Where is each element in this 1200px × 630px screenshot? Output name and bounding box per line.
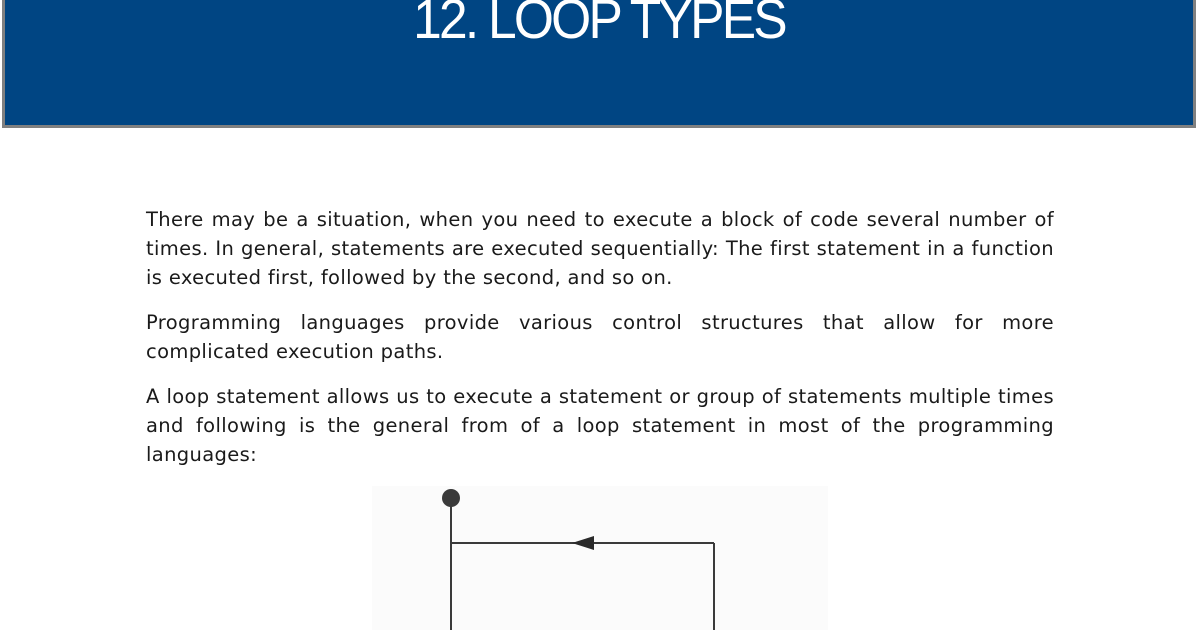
loop-back-arrow-icon [572, 536, 594, 550]
start-node [442, 489, 460, 507]
paragraph-1: There may be a situation, when you need to execute a block of code several number of times. In general, statements are executed sequentially: The first statement in a function is executed first, followed by the second, and so on. [146, 208, 1054, 289]
paragraph-2: Programming languages provide various control structures that allow for more complicated execution paths. [146, 311, 1054, 363]
loop-flow-diagram [372, 486, 828, 630]
body-text [146, 205, 1054, 485]
chapter-title: 12. LOOP TYPES [413, 0, 785, 50]
paragraph-3: A loop statement allows us to execute a statement or group of statements multiple times and following is the general from of a loop statement in most of the programming languages: [146, 385, 1054, 466]
chapter-header [2, 0, 1196, 128]
